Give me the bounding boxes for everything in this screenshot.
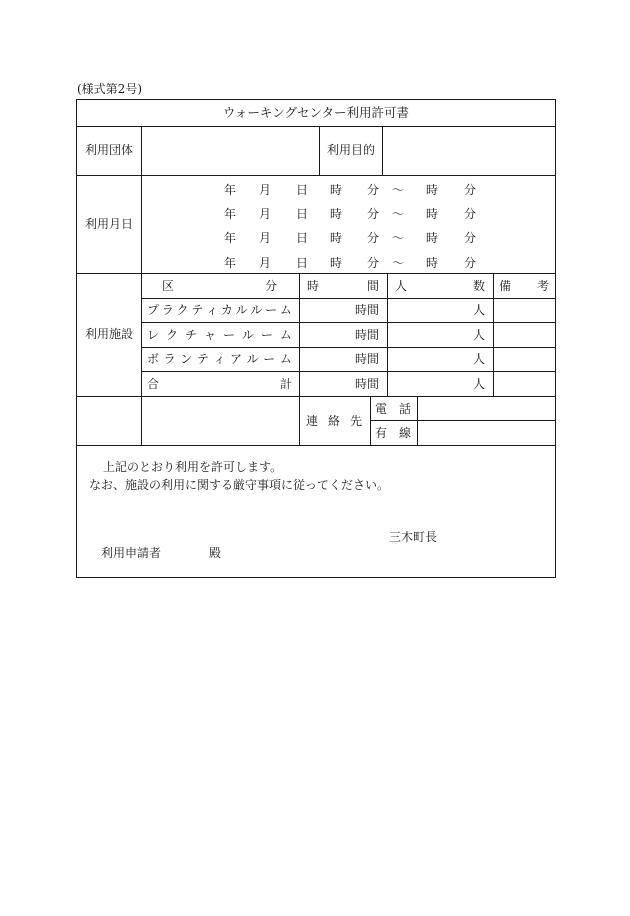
date-unit: 分 xyxy=(367,207,380,221)
header-remarks xyxy=(499,280,549,292)
label-char: ル xyxy=(250,303,263,317)
room-name xyxy=(147,304,292,316)
header-remarks-b: 考 xyxy=(536,279,549,293)
rule-group-mid xyxy=(319,126,320,175)
notice-line-1: 上記のとおり利用を許可します。 xyxy=(103,460,283,474)
rule-contact-label xyxy=(370,396,371,445)
label-char: ー xyxy=(222,328,235,342)
rule-contact-value xyxy=(417,396,418,445)
total-time-unit: 時間 xyxy=(354,377,379,391)
issuer-title: 三木町長 xyxy=(389,530,438,544)
notice-line-2: なお、施設の利用に関する厳守事項に従ってください。 xyxy=(89,478,390,492)
group-label: 利用団体 xyxy=(85,143,134,157)
date-unit: 分 xyxy=(464,183,477,197)
header-people-a: 人 xyxy=(395,279,408,293)
label-char: 計 xyxy=(279,377,292,391)
label-char: 話 xyxy=(398,402,411,416)
rule-label-col xyxy=(141,126,142,445)
date-unit: 日 xyxy=(296,231,309,245)
room-name xyxy=(147,329,292,341)
rule-dates xyxy=(77,273,555,274)
rule-purpose xyxy=(382,126,383,175)
room-people-unit: 人 xyxy=(472,303,485,317)
room-name xyxy=(147,353,292,365)
label-char: 合 xyxy=(147,377,160,391)
date-unit: 日 xyxy=(296,183,309,197)
date-unit: 分 xyxy=(367,231,380,245)
date-unit: 日 xyxy=(296,256,309,270)
rule-fac-remarks xyxy=(493,273,494,396)
permit-form xyxy=(76,99,556,578)
rule-fac-time xyxy=(299,273,300,445)
room-people-unit: 人 xyxy=(472,352,485,366)
phone-label xyxy=(375,403,411,415)
date-unit: ～ xyxy=(392,207,405,221)
date-unit: 年 xyxy=(224,256,237,270)
label-char: ム xyxy=(279,328,292,342)
rule-title xyxy=(77,126,555,127)
contact-label xyxy=(306,415,362,427)
total-label xyxy=(147,378,292,390)
label-char: ラ xyxy=(163,352,176,366)
header-division xyxy=(162,280,277,292)
label-char: レ xyxy=(147,328,160,342)
label-char: ィ xyxy=(213,352,226,366)
label-char: ク xyxy=(176,303,189,317)
rule-facility xyxy=(77,396,555,397)
date-unit: ～ xyxy=(392,256,405,270)
label-char: 電 xyxy=(375,402,388,416)
room-time-unit: 時間 xyxy=(354,352,379,366)
header-time-b: 間 xyxy=(366,279,379,293)
label-char: ャ xyxy=(203,328,216,342)
purpose-label: 利用目的 xyxy=(327,143,376,157)
form-title: ウォーキングセンター利用許可書 xyxy=(222,105,410,120)
rule-contact-mid xyxy=(370,420,555,421)
label-char: ー xyxy=(260,328,273,342)
label-char: ル xyxy=(241,328,254,342)
date-unit: 分 xyxy=(464,207,477,221)
rule-group xyxy=(77,175,555,176)
room-time-unit: 時間 xyxy=(354,328,379,342)
header-people-b: 数 xyxy=(472,279,485,293)
label-char: ル xyxy=(246,352,259,366)
date-unit: 時 xyxy=(426,207,439,221)
date-unit: 時 xyxy=(426,231,439,245)
date-unit: 分 xyxy=(367,183,380,197)
label-char: プ xyxy=(147,303,160,317)
date-unit: 月 xyxy=(259,231,272,245)
label-char: ル xyxy=(235,303,248,317)
date-unit: 分 xyxy=(464,256,477,270)
header-time xyxy=(307,280,379,292)
label-char: 有 xyxy=(375,426,388,440)
label-char: 先 xyxy=(349,414,362,428)
wired-label xyxy=(375,427,411,439)
label-char: ボ xyxy=(147,352,160,366)
header-division-b: 分 xyxy=(264,279,277,293)
date-unit: 年 xyxy=(224,207,237,221)
date-unit: 月 xyxy=(259,183,272,197)
form-number: (様式第2号) xyxy=(77,82,142,96)
label-char: ー xyxy=(263,352,276,366)
label-char: カ xyxy=(220,303,233,317)
date-unit: 日 xyxy=(296,207,309,221)
header-time-a: 時 xyxy=(307,279,320,293)
date-unit: 分 xyxy=(464,231,477,245)
date-unit: 月 xyxy=(259,256,272,270)
label-char: ム xyxy=(279,352,292,366)
room-people-unit: 人 xyxy=(472,328,485,342)
rule-contact xyxy=(77,445,555,446)
date-unit: 時 xyxy=(330,256,343,270)
date-unit: 年 xyxy=(224,231,237,245)
applicant-suffix: 殿 xyxy=(209,546,222,560)
date-unit: 時 xyxy=(330,207,343,221)
label-char: 線 xyxy=(398,426,411,440)
date-unit: ～ xyxy=(392,231,405,245)
label-char: チ xyxy=(184,328,197,342)
label-char: ン xyxy=(180,352,193,366)
label-char: テ xyxy=(196,352,209,366)
date-unit: 時 xyxy=(426,183,439,197)
label-char: ア xyxy=(230,352,243,366)
rule-fac-people xyxy=(387,273,388,396)
total-people-unit: 人 xyxy=(472,377,485,391)
date-unit: 月 xyxy=(259,207,272,221)
label-char: 連 xyxy=(306,414,319,428)
label-char: ム xyxy=(279,303,292,317)
label-char: ラ xyxy=(161,303,174,317)
label-char: ー xyxy=(265,303,278,317)
applicant-label: 利用申請者 xyxy=(101,546,162,560)
header-people xyxy=(395,280,485,292)
label-char: ク xyxy=(165,328,178,342)
facility-label: 利用施設 xyxy=(85,327,134,341)
room-time-unit: 時間 xyxy=(354,303,379,317)
date-unit: 時 xyxy=(330,231,343,245)
label-char: ィ xyxy=(206,303,219,317)
date-unit: ～ xyxy=(392,183,405,197)
date-unit: 分 xyxy=(367,256,380,270)
header-division-a: 区 xyxy=(162,279,175,293)
date-unit: 年 xyxy=(224,183,237,197)
date-unit: 時 xyxy=(426,256,439,270)
header-remarks-a: 備 xyxy=(499,279,512,293)
label-char: テ xyxy=(191,303,204,317)
date-unit: 時 xyxy=(330,183,343,197)
label-char: 絡 xyxy=(327,414,340,428)
dates-label: 利用月日 xyxy=(85,217,134,231)
